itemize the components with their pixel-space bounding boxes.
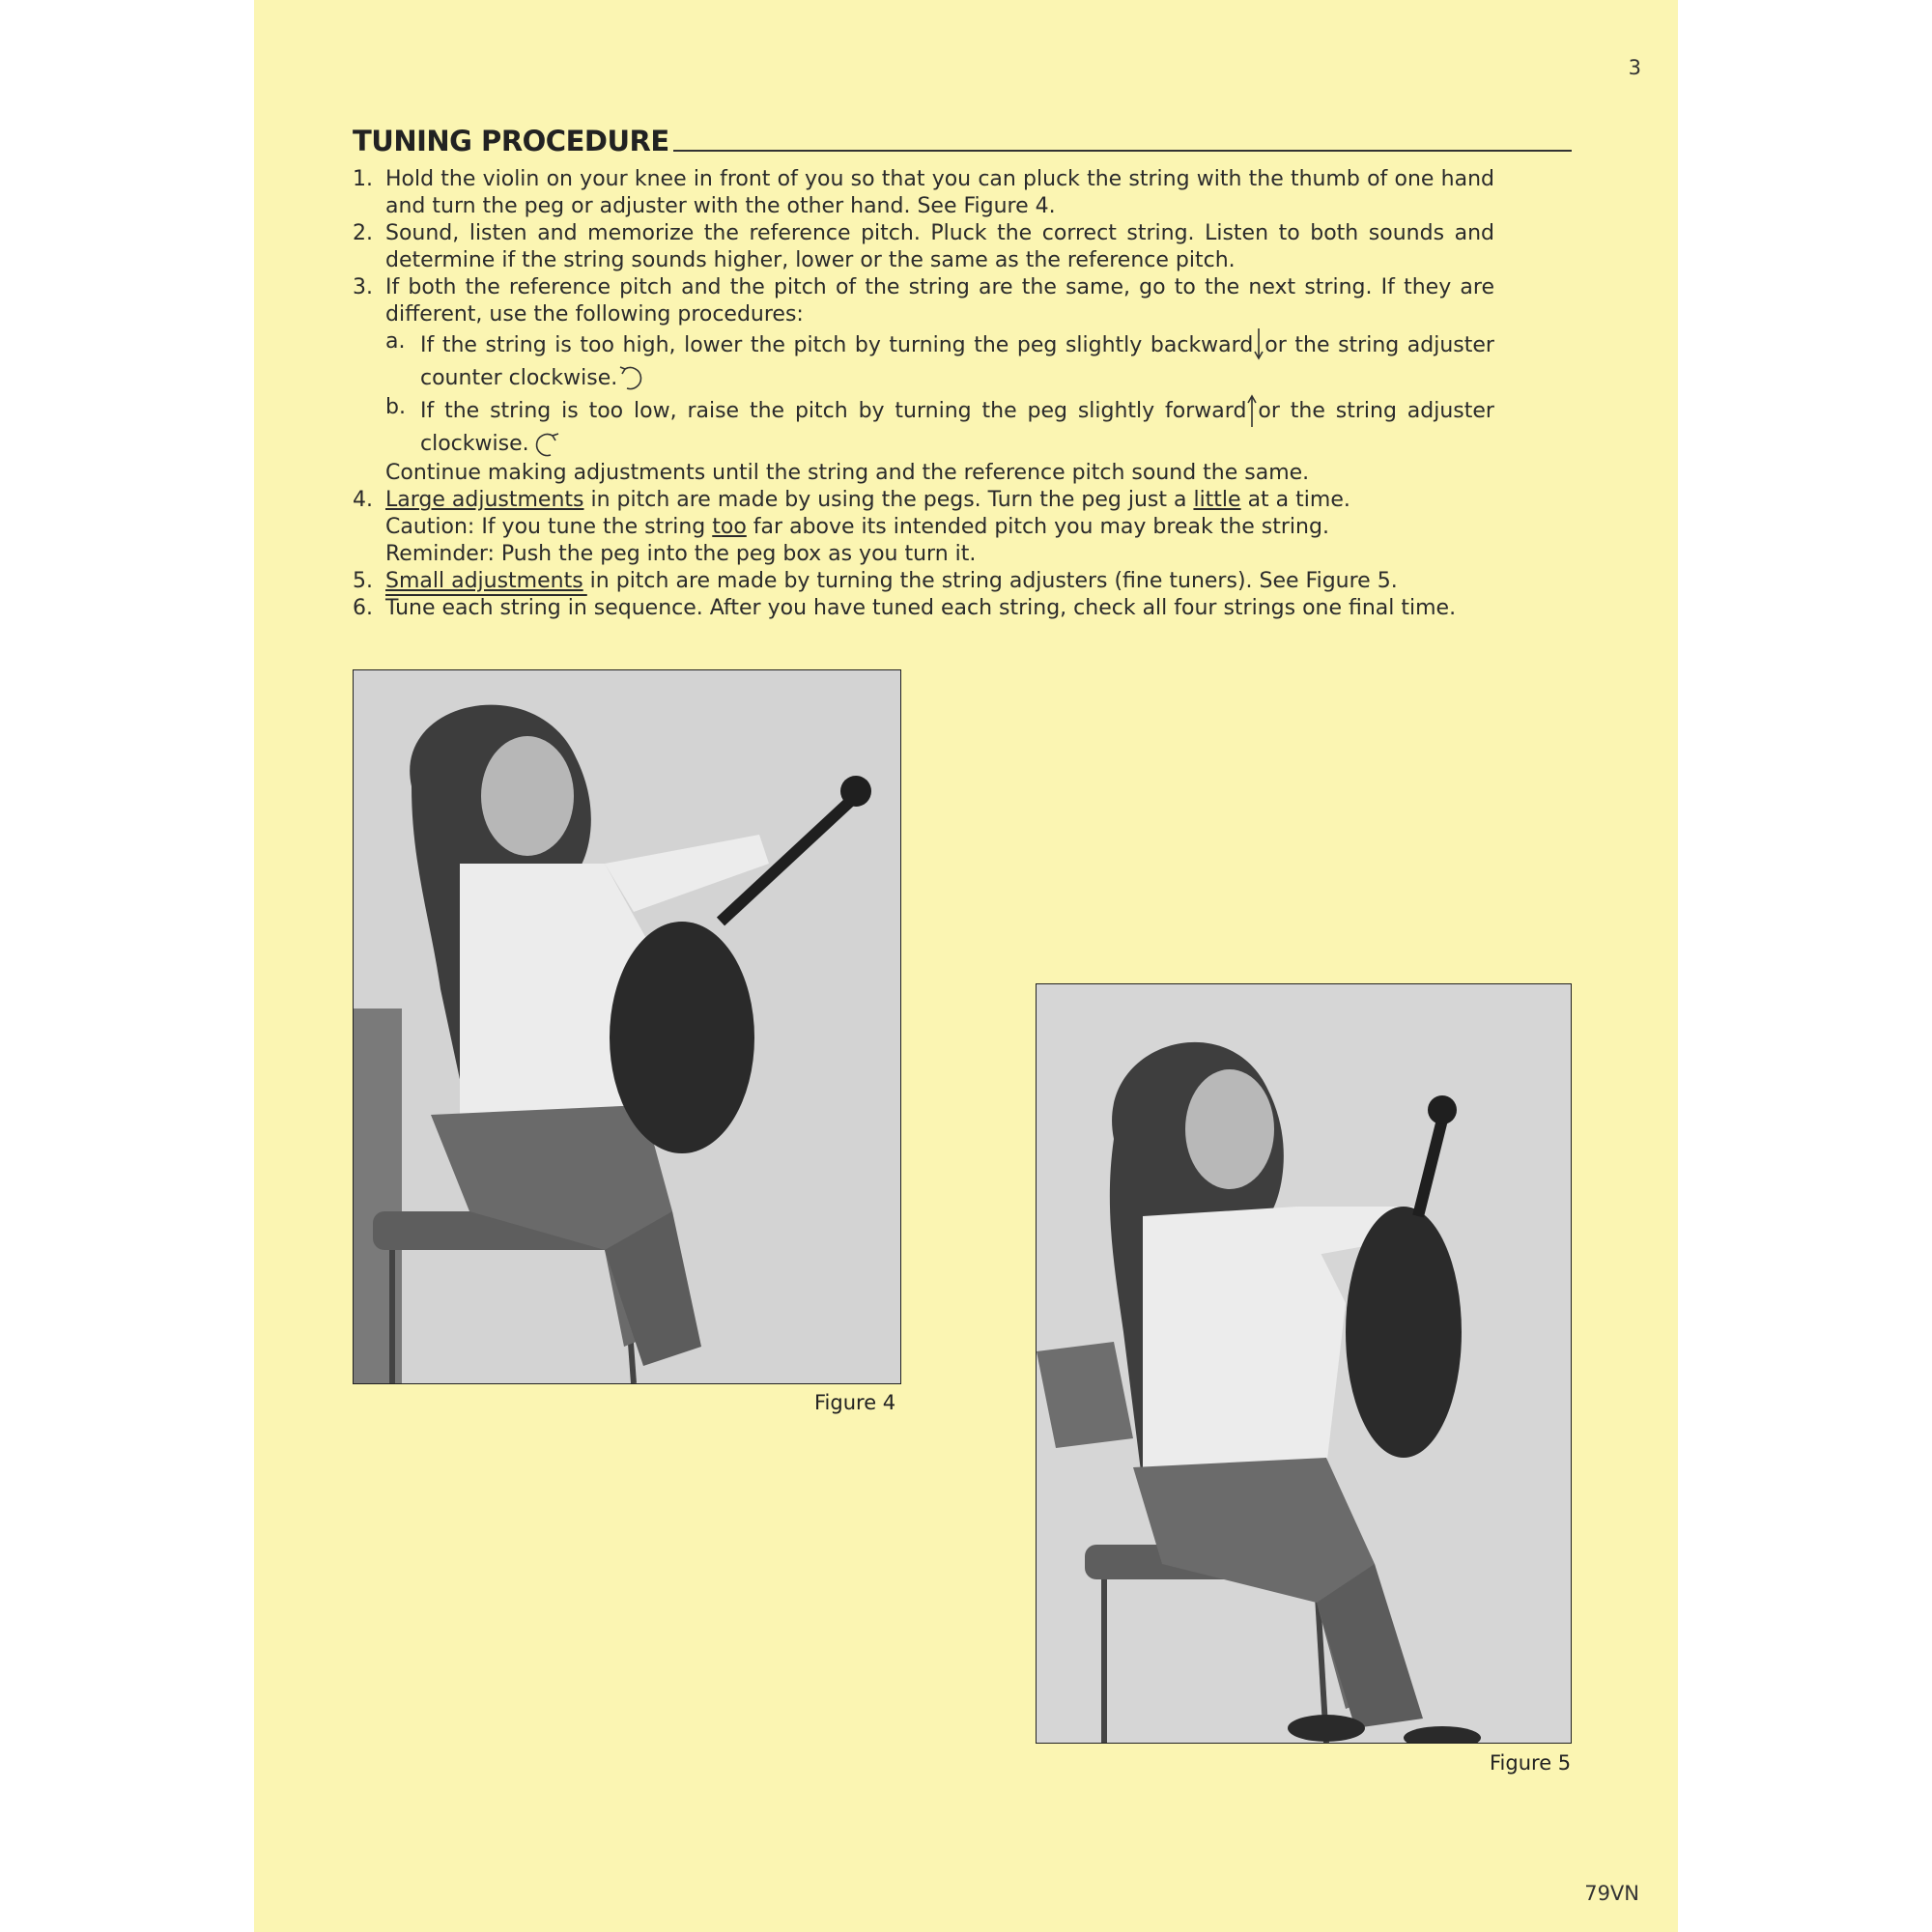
figure-4-caption: Figure 4	[814, 1391, 896, 1414]
step-text	[385, 487, 1494, 514]
figure-5-caption: Figure 5	[1490, 1751, 1572, 1775]
step-2	[353, 220, 1494, 274]
step-6	[353, 595, 1494, 622]
page-number: 3	[1628, 56, 1641, 79]
caution-text	[385, 514, 1494, 541]
emphasis: too	[712, 515, 747, 539]
caution-part: Caution: If you tune the string	[385, 515, 713, 539]
substep-text: If the string is too high, lower the pitch by turning the peg slightly backward	[420, 333, 1254, 357]
figure-5-photo	[1036, 983, 1572, 1744]
figure-4-photo	[353, 669, 901, 1384]
substep-b	[385, 394, 1494, 460]
step-number: 3.	[353, 275, 373, 299]
arrow-up-icon	[1246, 394, 1258, 429]
step-number: 1.	[353, 167, 373, 191]
substep-text: If the string is too low, raise the pitch by turning the peg slightly forward	[420, 399, 1247, 423]
step-number: 2.	[353, 221, 373, 245]
section-header	[353, 119, 1572, 157]
procedure-list	[353, 166, 1494, 622]
step-number: 4.	[353, 488, 373, 512]
step-text-part: in pitch are made by using the pegs. Turn the peg just a	[583, 488, 1194, 512]
figure-5-illustration	[1037, 984, 1571, 1743]
step-1	[353, 166, 1494, 220]
reminder-text: Reminder: Push the peg into the peg box as you turn it.	[385, 542, 977, 566]
clockwise-icon	[529, 429, 564, 460]
step-text: Sound, listen and memorize the reference pitch. Pluck the correct string. Listen to both sounds and determine if the string sounds higher, lower or the same as the reference pitch.	[385, 221, 1494, 272]
step-5	[353, 568, 1494, 595]
emphasis: Tune each string in	[385, 596, 587, 620]
step-3-continue: Continue making adjustments until the string and the reference pitch sound the same.	[385, 461, 1310, 485]
figure-4-illustration	[354, 670, 900, 1383]
emphasis: Small adjustments	[385, 569, 583, 593]
substep-letter: a.	[385, 329, 406, 354]
footer-code: 79VN	[1584, 1882, 1639, 1905]
step-text-part: sequence. After you have tuned each string, check all four strings one final time.	[586, 596, 1457, 620]
book-page	[254, 0, 1678, 1932]
arrow-down-icon	[1253, 328, 1264, 363]
step-number: 5.	[353, 569, 373, 593]
emphasis: little	[1193, 488, 1241, 512]
title-rule	[673, 150, 1572, 152]
substep-a	[385, 328, 1494, 394]
substep-text-cont: or the string adjuster clockwise.	[420, 399, 1494, 456]
counter-clockwise-icon	[617, 363, 650, 394]
caution-part: far above its intended pitch you may break the string.	[746, 515, 1329, 539]
section-title: TUNING PROCEDURE	[353, 125, 669, 157]
step-number: 6.	[353, 596, 373, 620]
step-text-part: in pitch are made by turning the string adjusters (fine tuners). See Figure 5.	[582, 569, 1398, 593]
substep-text-cont: or the string adjuster counter clockwise.	[420, 333, 1494, 390]
step-4	[353, 487, 1494, 568]
step-text: If both the reference pitch and the pitch of the string are the same, go to the next string. If they are different, use the following procedures:	[385, 275, 1494, 327]
substep-letter: b.	[385, 395, 406, 419]
step-text-part: at a time.	[1240, 488, 1350, 512]
step-text: Hold the violin on your knee in front of you so that you can pluck the string with the thumb of one hand and turn the peg or adjuster with the other hand. See Figure 4.	[385, 167, 1494, 218]
emphasis: Large adjustments	[385, 488, 584, 512]
step-3	[353, 274, 1494, 487]
